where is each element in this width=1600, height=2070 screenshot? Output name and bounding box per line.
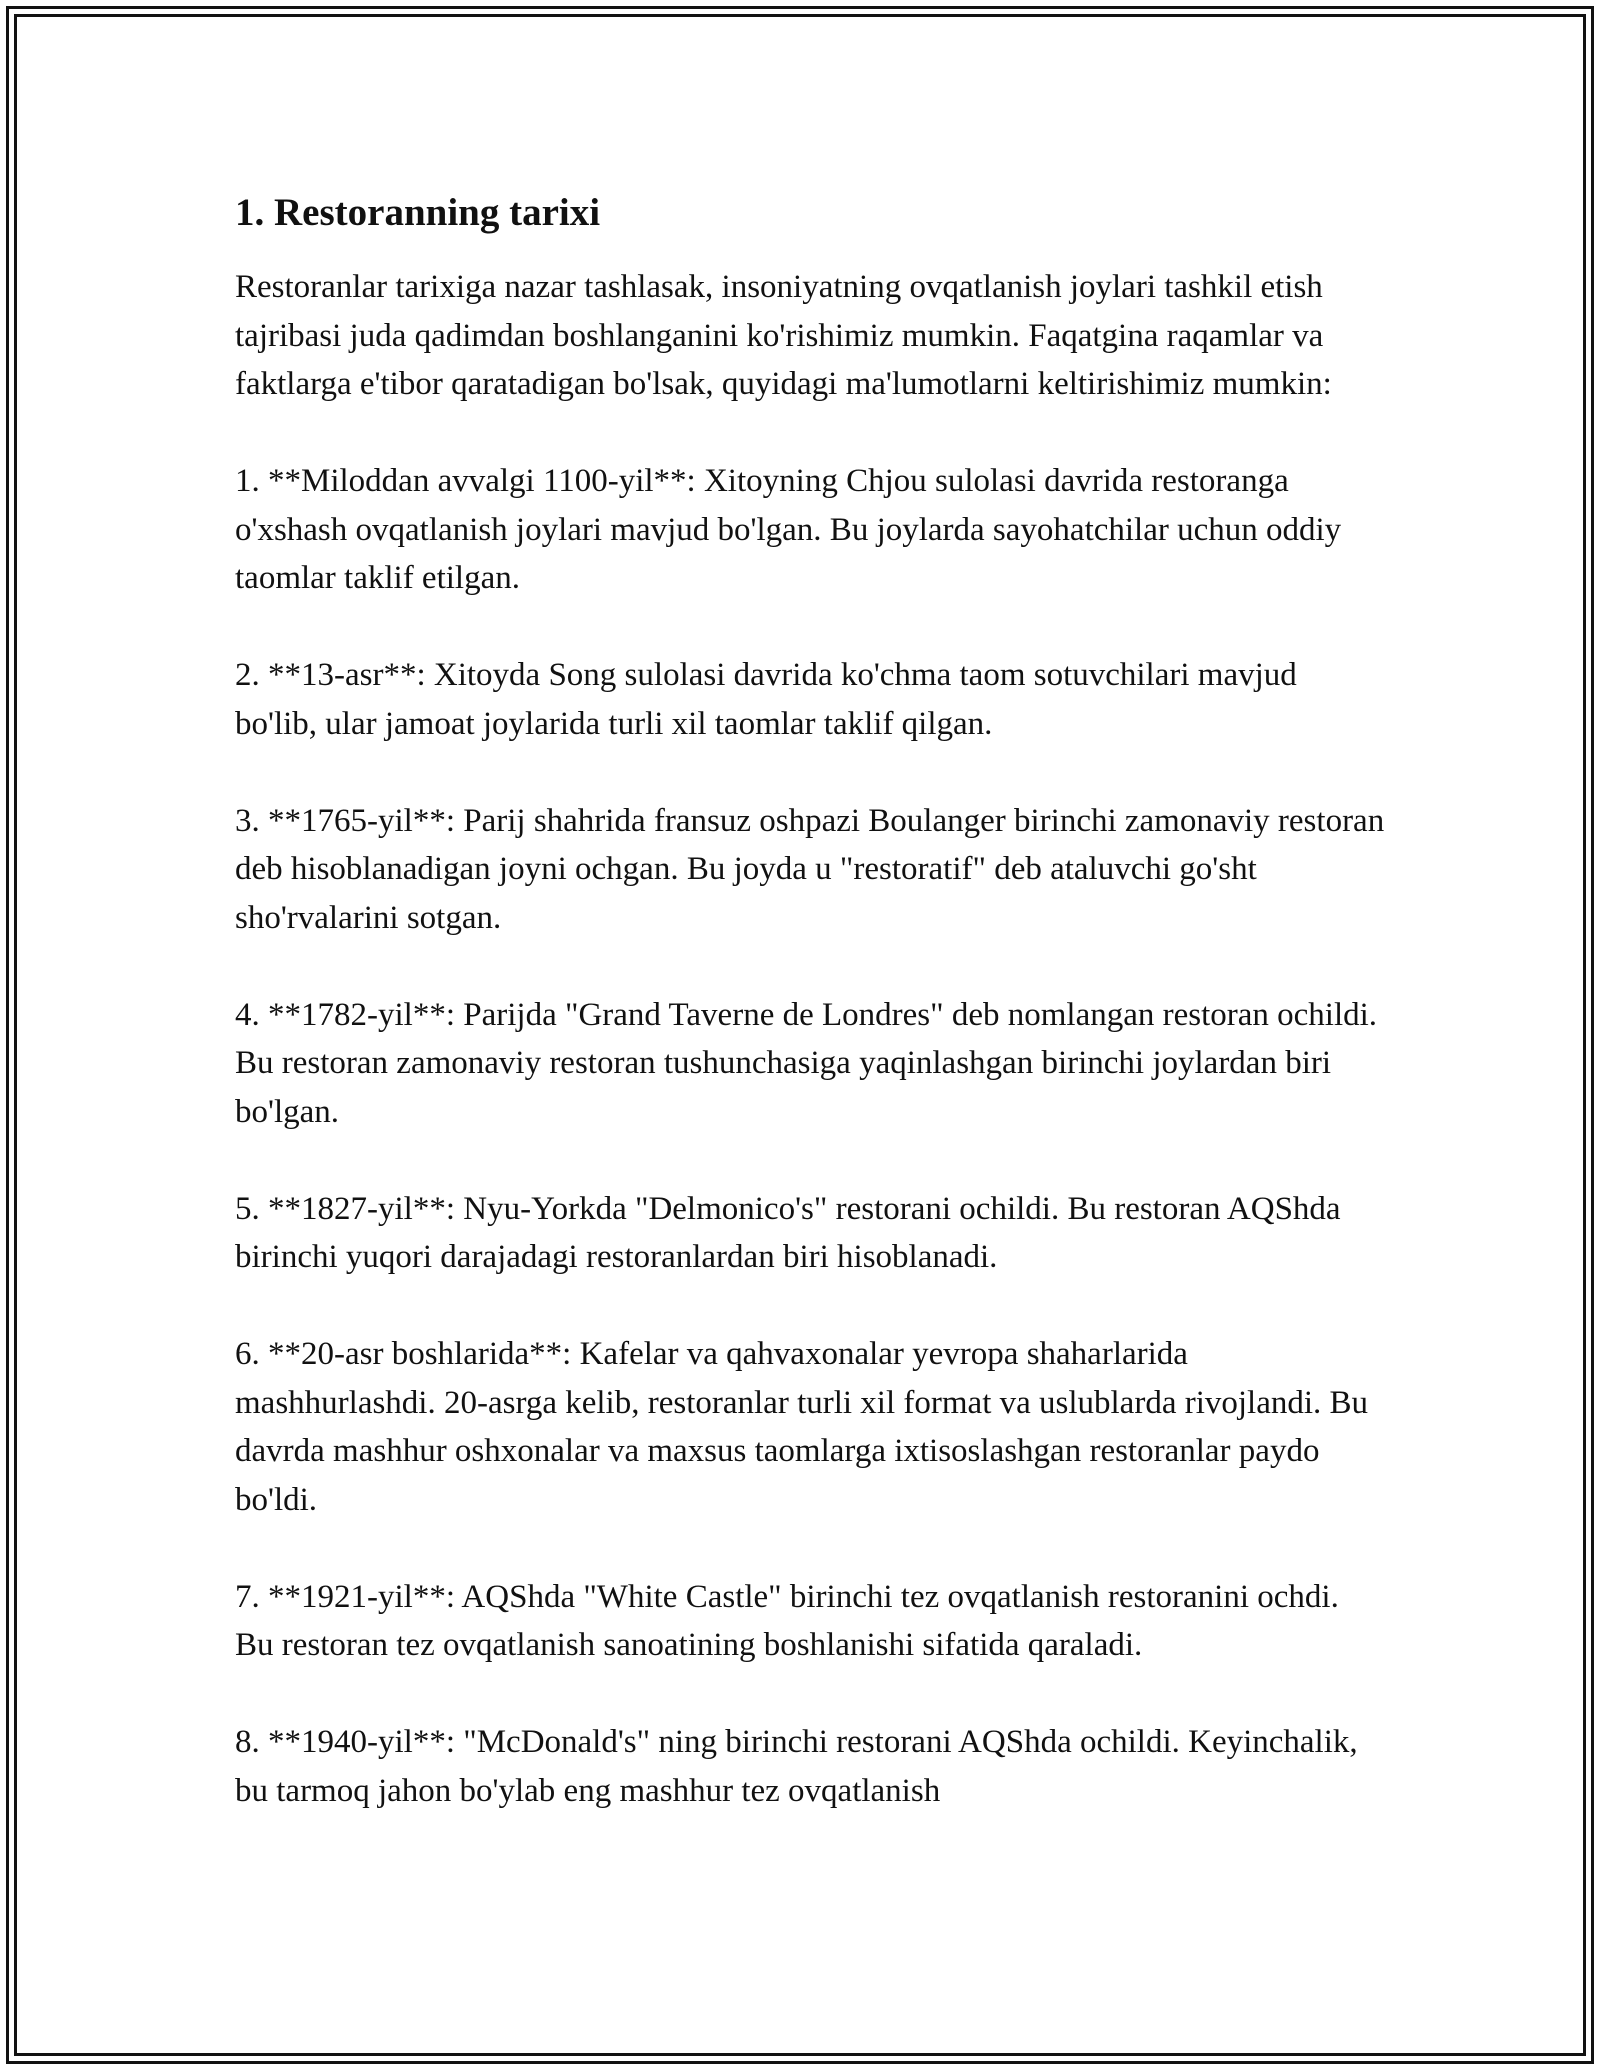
intro-paragraph: Restoranlar tarixiga nazar tashlasak, insoniyatning ovqatlanish joylari tashkil etish tajribasi juda qadimdan boshlanganini ko'rishimiz mumkin. Faqatgina raqamlar va faktlarga e'tibor qaratadigan bo'lsak, quyidagi ma'lumotlarni keltirishimiz mumkin:	[235, 269, 1332, 402]
list-item: 7. **1921-yil**: AQShda "White Castle" birinchi tez ovqatlanish restoranini ochdi. Bu restoran tez ovqatlanish sanoatining boshlanishi sifatida qaraladi.	[235, 1578, 1339, 1663]
list-item: 6. **20-asr boshlarida**: Kafelar va qahvaxonalar yevropa shaharlarida mashhurlashdi. 20-asrga kelib, restoranlar turli xil format va uslublarda rivojlandi. Bu davrda mashhur oshxonalar va maxsus taomlarga ixtisoslashgan restoranlar paydo bo'ldi.	[235, 1336, 1369, 1518]
list-item: 3. **1765-yil**: Parij shahrida fransuz oshpazi Boulanger birinchi zamonaviy restoran deb hisoblanadigan joyni ochgan. Bu joyda u "restoratif" deb ataluvchi go'sht sho'rvalarini sotgan.	[235, 802, 1385, 936]
list-item: 2. **13-asr**: Xitoyda Song sulolasi davrida ko'chma taom sotuvchilari mavjud bo'lib, ular jamoat joylarida turli xil taomlar taklif qilgan.	[235, 657, 1297, 742]
list-item: 4. **1782-yil**: Parijda "Grand Taverne de Londres" deb nomlangan restoran ochildi. Bu restoran zamonaviy restoran tushunchasiga yaqinlashgan birinchi joylardan biri bo'lgan.	[235, 996, 1378, 1130]
list-item: 1. **Miloddan avvalgi 1100-yil**: Xitoyning Chjou sulolasi davrida restoranga o'xshash ovqatlanish joylari mavjud bo'lgan. Bu joylarda sayohatchilar uchun oddiy taomlar taklif etilgan.	[235, 463, 1342, 596]
section-heading: 1. Restoranning tarixi	[235, 191, 601, 234]
list-item: 8. **1940-yil**: "McDonald's" ning birinchi restorani AQShda ochildi. Keyinchalik, bu tarmoq jahon bo'ylab eng mashhur tez ovqatlanish	[235, 1724, 1358, 1809]
document-body	[235, 185, 1385, 1815]
list-item: 5. **1827-yil**: Nyu-Yorkda "Delmonico's" restorani ochildi. Bu restoran AQShda birinchi yuqori darajadagi restoranlardan biri hisoblanadi.	[235, 1190, 1341, 1275]
